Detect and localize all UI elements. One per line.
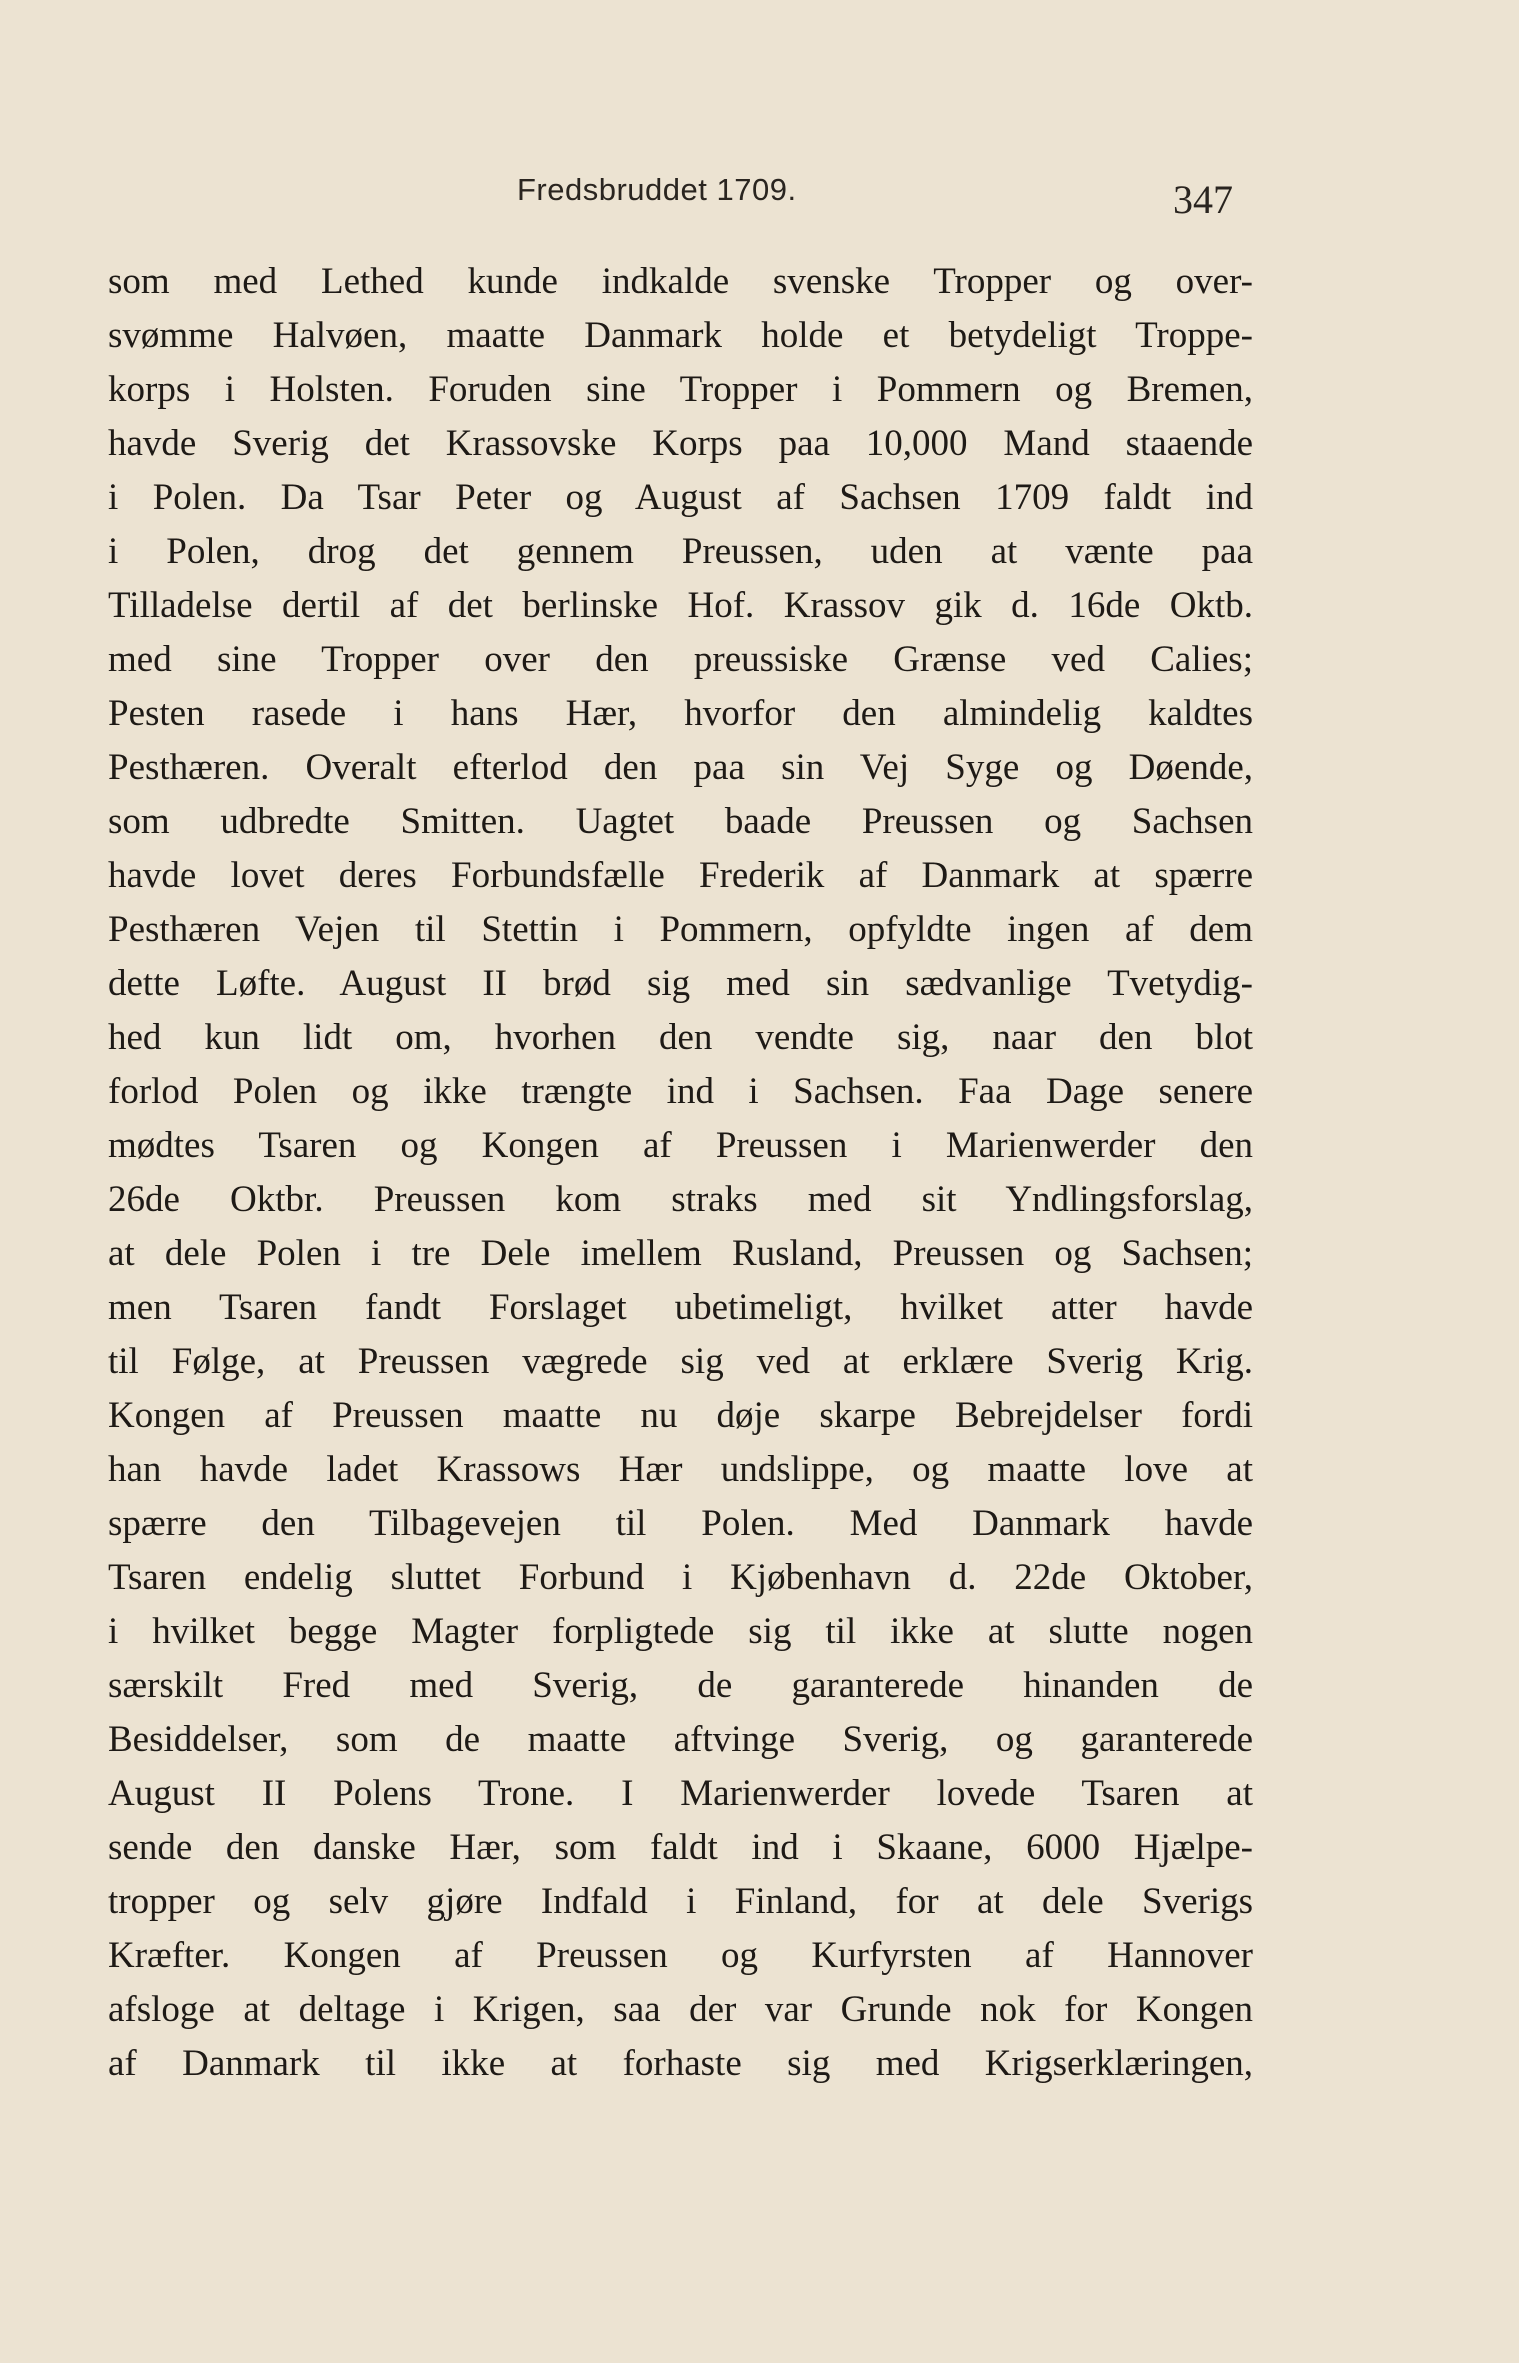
text-line: Kræfter. Kongen af Preussen og Kurfyrsten af Hannover [108,1935,1253,1976]
text-line: som udbredte Smitten. Uagtet baade Preussen og Sachsen [108,801,1253,842]
text-line: at dele Polen i tre Dele imellem Rusland, Preussen og Sachsen; [108,1233,1253,1274]
text-line: Pesthæren Vejen til Stettin i Pommern, opfyldte ingen af dem [108,909,1253,950]
text-line: han havde ladet Krassows Hær undslippe, og maatte love at [108,1449,1253,1490]
text-line: hed kun lidt om, hvorhen den vendte sig, naar den blot [108,1017,1253,1058]
text-line: Pesthæren. Overalt efterlod den paa sin Vej Syge og Døende, [108,747,1253,788]
text-line: August II Polens Trone. I Marienwerder lovede Tsaren at [108,1773,1253,1814]
text-line: i hvilket begge Magter forpligtede sig til ikke at slutte nogen [108,1611,1253,1652]
text-line: som med Lethed kunde indkalde svenske Tropper og over- [108,261,1253,302]
text-line: afsloge at deltage i Krigen, saa der var Grunde nok for Kongen [108,1989,1253,2030]
text-line: særskilt Fred med Sverig, de garanterede hinanden de [108,1665,1253,1706]
page-number: 347 [1173,177,1233,222]
text-line: men Tsaren fandt Forslaget ubetimeligt, hvilket atter havde [108,1287,1253,1328]
text-line: tropper og selv gjøre Indfald i Finland, for at dele Sverigs [108,1881,1253,1922]
text-line: korps i Holsten. Foruden sine Tropper i Pommern og Bremen, [108,369,1253,410]
text-line: havde lovet deres Forbundsfælle Frederik af Danmark at spærre [108,855,1253,896]
text-line: 26de Oktbr. Preussen kom straks med sit Yndlingsforslag, [108,1179,1253,1220]
text-line: med sine Tropper over den preussiske Grænse ved Calies; [108,639,1253,680]
text-line: spærre den Tilbagevejen til Polen. Med Danmark havde [108,1503,1253,1544]
text-line: sende den danske Hær, som faldt ind i Skaane, 6000 Hjælpe- [108,1827,1253,1868]
text-line: Tsaren endelig sluttet Forbund i Kjøbenhavn d. 22de Oktober, [108,1557,1253,1598]
text-line: i Polen, drog det gennem Preussen, uden at vænte paa [108,531,1253,572]
running-title: Fredsbruddet 1709. [517,172,797,207]
text-line: mødtes Tsaren og Kongen af Preussen i Marienwerder den [108,1125,1253,1166]
text-line: Pesten rasede i hans Hær, hvorfor den almindelig kaldtes [108,693,1253,734]
text-line: Kongen af Preussen maatte nu døje skarpe Bebrejdelser fordi [108,1395,1253,1436]
text-line: dette Løfte. August II brød sig med sin sædvanlige Tvetydig- [108,963,1253,1004]
text-line: af Danmark til ikke at forhaste sig med Krigserklæringen, [108,2043,1253,2084]
running-header [110,164,1260,224]
text-line: til Følge, at Preussen vægrede sig ved at erklære Sverig Krig. [108,1341,1253,1382]
text-line: forlod Polen og ikke trængte ind i Sachsen. Faa Dage senere [108,1071,1253,1112]
text-line: i Polen. Da Tsar Peter og August af Sachsen 1709 faldt ind [108,477,1253,518]
text-line: Tilladelse dertil af det berlinske Hof. Krassov gik d. 16de Oktb. [108,585,1253,626]
text-line: svømme Halvøen, maatte Danmark holde et betydeligt Troppe- [108,315,1253,356]
text-line: havde Sverig det Krassovske Korps paa 10,000 Mand staaende [108,423,1253,464]
body-text [108,255,1253,2091]
text-line: Besiddelser, som de maatte aftvinge Sverig, og garanterede [108,1719,1253,1760]
